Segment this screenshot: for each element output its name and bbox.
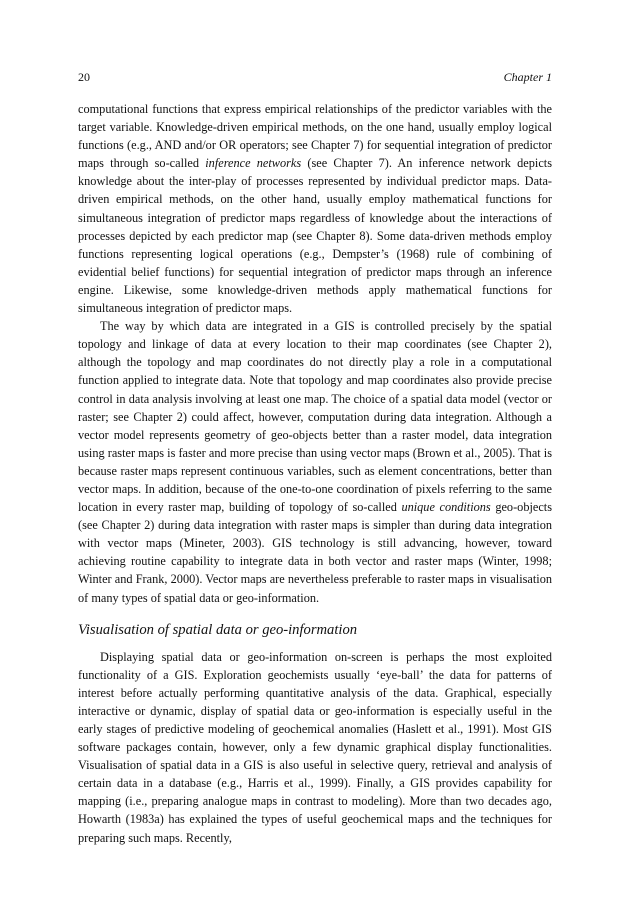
body-text xyxy=(78,100,552,847)
running-head-chapter: Chapter 1 xyxy=(503,70,552,84)
paragraph-1-text-a: computational functions that express empirical relationships of the predictor variables with the target variable. Knowledge-driven empirical methods, on the one hand, usually employ logical functions (e.g., AND and/or OR operators; see Chapter 7) for sequential integration of predictor maps through so-called xyxy=(78,102,552,171)
paragraph-1-text-b: (see Chapter 7). An inference network depicts knowledge about the inter-play of processes represented by individual predictor maps. Data-driven empirical methods, on the other hand, usually employ mathematical functions for simultaneous integration of predictor maps regardless of knowledge about the interactions of processes depicted by each predictor map (see Chapter 8). Some data-driven methods employ functions representing logical operations (e.g., Dempster’s (1968) rule of combining of evidential belief functions) for sequential integration of predictor maps through an inference engine. Likewise, some knowledge-driven methods apply mathematical functions for simultaneous integration of predictor maps. xyxy=(78,156,552,316)
term-unique-conditions: unique conditions xyxy=(401,500,491,515)
paragraph-2-text-a: The way by which data are integrated in a GIS is controlled precisely by the spatial topology and linkage of data at every location to their map coordinates (see Chapter 2), although the topology and map coordinates do not directly play a role in a computational function applied to integrate data. Note that topology and map coordinates also provide precise control in data analysis involving at least one map. The choice of a spatial data model (vector or raster; see Chapter 2) could affect, however, computation during data integration. Although a vector model represents geometry of geo-objects better than a raster model, data integration using raster maps is faster and more precise than using vector maps (Brown et al., 2005). That is because raster maps represent continuous variables, such as element concentrations, better than vector maps. In addition, because of the one-to-one coordination of pixels referring to the same location in every raster map, building of topology of so-called xyxy=(78,319,552,515)
paragraph-3: Displaying spatial data or geo-information on-screen is perhaps the most exploited functionality of a GIS. Exploration geochemists usually ‘eye-ball’ the data for patterns of interest before actually performing quantitative analysis of the data. Graphical, especially interactive or dynamic, display of spatial data or geo-information is especially useful in the early stages of predictive modeling of geochemical anomalies (Haslett et al., 1991). Most GIS software packages contain, however, only a few dynamic graphical display functionalities. Visualisation of spatial data in a GIS is also useful in selective query, retrieval and analysis of certain data in a database (e.g., Harris et al., 1999). Finally, a GIS provides capability for mapping (i.e., preparing analogue maps in contrast to modeling). More than two decades ago, Howarth (1983a) has explained the types of useful geochemical maps and the techniques for preparing such maps. Recently, xyxy=(78,649,552,845)
paragraph-2-text-b: geo-objects (see Chapter 2) during data integration with raster maps is simpler than during data integration with vector maps (Mineter, 2003). GIS technology is still advancing, however, toward achieving routine capability to integrate data in both vector and raster maps (Winter, 1998; Winter and Frank, 2000). Vector maps are nevertheless preferable to raster maps in visualisation of many types of spatial data or geo-information. xyxy=(78,500,552,605)
paragraph-2 xyxy=(78,317,552,607)
page-header xyxy=(78,70,552,84)
term-inference-networks: inference networks xyxy=(205,156,302,171)
paragraph-1 xyxy=(78,100,552,317)
page-number: 20 xyxy=(78,70,90,84)
section-heading: Visualisation of spatial data or geo-information xyxy=(78,621,358,638)
